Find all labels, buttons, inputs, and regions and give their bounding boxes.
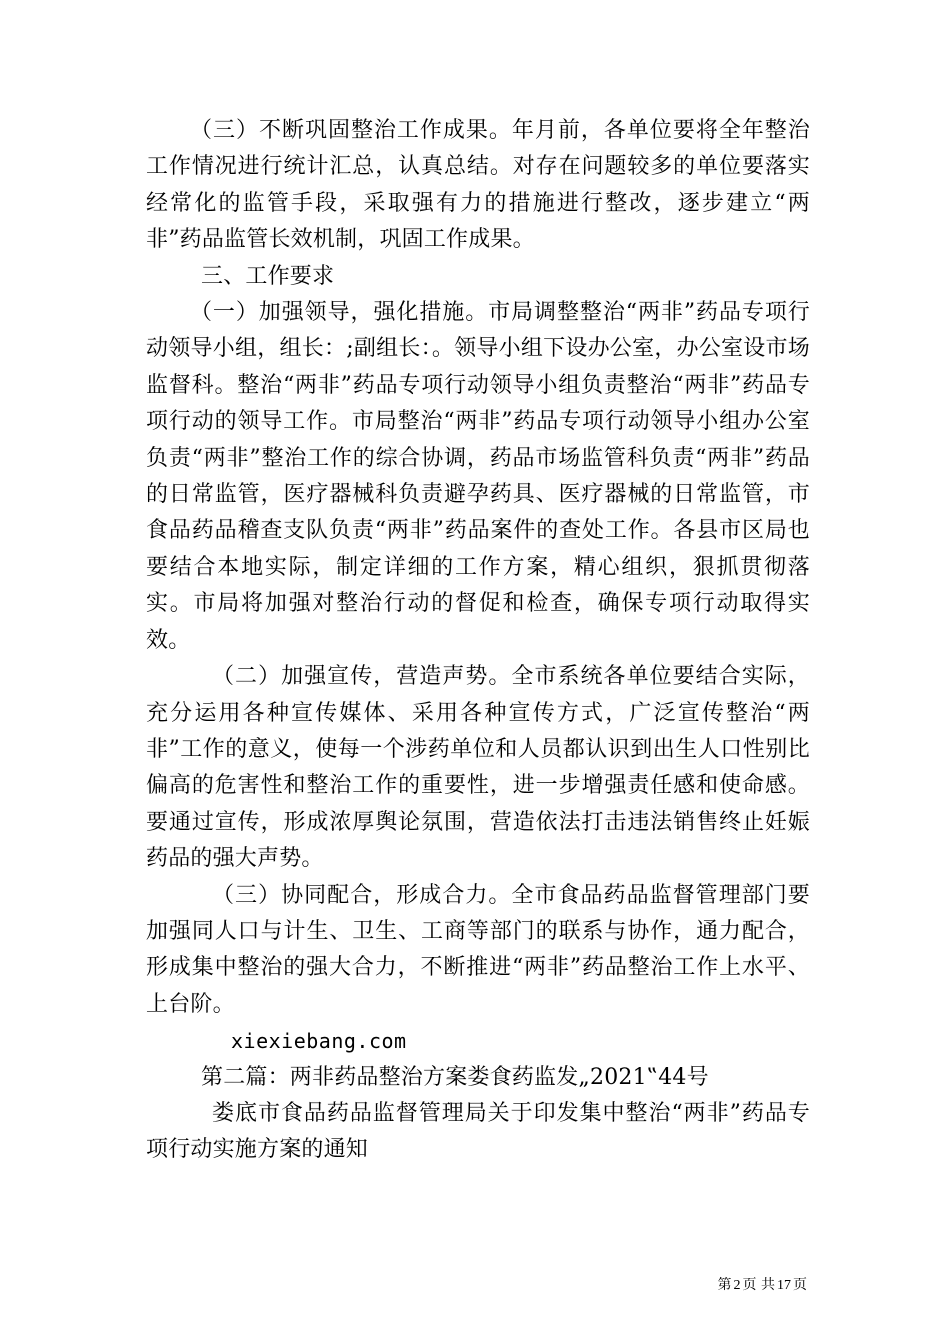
paragraph-publicity: （二）加强宣传，营造声势。全市系统各单位要结合实际，充分运用各种宣传媒体、采用各种宣传方式，广泛宣传整治“两非”工作的意义，使每一个涉药单位和人员都认识到出生人口性别比偏高的危害性和整治工作的重要性，进一步增强责任感和使命感。要通过宣传，形成浓厚舆论氛围，营造依法打击违法销售终止妊娠药品的强大声势。: [146, 664, 810, 872]
document-body: [146, 113, 810, 1169]
footer-prefix: 第: [717, 1277, 732, 1293]
paragraph-cooperation: （三）协同配合，形成合力。全市食品药品监督管理部门要加强同人口与计生、卫生、工商等部门的联系与协作，通力配合，形成集中整治的强大合力，不断推进“两非”药品整治工作上水平、上台阶。: [146, 882, 810, 1017]
footer-current-page: 2: [733, 1278, 741, 1293]
page-footer: [718, 1274, 807, 1294]
notice-title: 娄底市食品药品监督管理局关于印发集中整治“两非”药品专项行动实施方案的通知: [146, 1100, 810, 1163]
footer-suffix: 页: [793, 1277, 807, 1293]
footer-total-pages: 17: [777, 1278, 791, 1293]
section-heading-work-requirements: 三、工作要求: [201, 263, 335, 289]
footer-middle: 页 共: [742, 1277, 775, 1293]
part-two-title: 第二篇：两非药品整治方案娄食药监发„2021‟44号: [201, 1064, 709, 1090]
paragraph-leadership: （一）加强领导，强化措施。市局调整整治“两非”药品专项行动领导小组，组长：;副组长：。领导小组下设办公室，办公室设市场监督科。整治“两非”药品专项行动领导小组负责整治“两非”药品专项行动的领导工作。市局整治“两非”药品专项行动领导小组办公室负责“两非”整治工作的综合协调，药品市场监管科负责“两非”药品的日常监管，医疗器械科负责避孕药具、医疗器械的日常监管，市食品药品稽查支队负责“两非”药品案件的查处工作。各县市区局也要结合本地实际，制定详细的工作方案，精心组织，狠抓贯彻落实。市局将加强对整治行动的督促和检查，确保专项行动取得实效。: [146, 300, 810, 653]
website-text: xiexiebang.com: [231, 1029, 407, 1054]
paragraph-consolidate-results: （三）不断巩固整治工作成果。年月前，各单位要将全年整治工作情况进行统计汇总，认真总结。对存在问题较多的单位要落实经常化的监管手段，采取强有力的措施进行整改，逐步建立“两非”药品监管长效机制，巩固工作成果。: [146, 118, 810, 253]
